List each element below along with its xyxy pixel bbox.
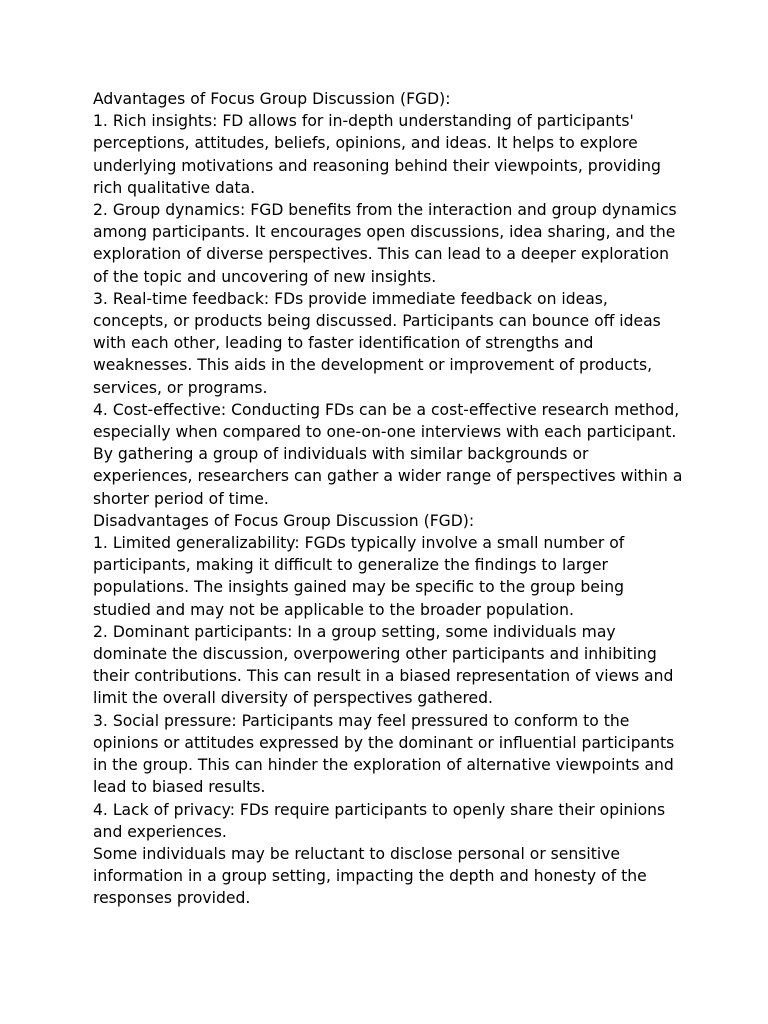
disadvantage-social-pressure: 3. Social pressure: Participants may feel pressured to conform to the opinions or attitudes expressed by the dominant or influential participants in the group. This can hinder the exploration of alternative viewpoints and lead to biased results. — [93, 711, 675, 797]
disadvantage-dominant-participants: 2. Dominant participants: In a group setting, some individuals may dominate the discussion, overpowering other participants and inhibiting their contributions. This can result in a biased representation of views and limit the overall diversity of perspectives gathered. — [93, 622, 674, 708]
advantage-real-time-feedback: 3. Real-time feedback: FDs provide immediate feedback on ideas, concepts, or products being discussed. Participants can bounce off ideas with each other, leading to faster identification of strengths and weaknesses. This aids in the development or improvement of products, services, or programs. — [93, 289, 661, 397]
advantage-cost-effective: 4. Cost-effective: Conducting FDs can be a cost-effective research method, especially when compared to one-on-one interviews with each participant. By gathering a group of individuals with similar backgrounds or experiences, researchers can gather a wider range of perspectives within a shorter period of time. — [93, 400, 683, 508]
disadvantage-lack-of-privacy: 4. Lack of privacy: FDs require participants to openly share their opinions and experiences. — [93, 800, 666, 841]
document-body — [93, 88, 683, 910]
disadvantage-limited-generalizability: 1. Limited generalizability: FGDs typically involve a small number of participants, making it difficult to generalize the findings to larger populations. The insights gained may be specific to the group being studied and may not be applicable to the broader population. — [93, 534, 625, 619]
disadvantages-heading: Disadvantages of Focus Group Discussion (FGD): — [93, 511, 475, 530]
advantage-group-dynamics: 2. Group dynamics: FGD benefits from the interaction and group dynamics among participants. It encourages open discussions, idea sharing, and the exploration of diverse perspectives. This can lead to a deeper exploration of the topic and uncovering of new insights. — [93, 201, 677, 286]
advantage-rich-insights: 1. Rich insights: FD allows for in-depth understanding of participants' perceptions, attitudes, beliefs, opinions, and ideas. It helps to explore underlying motivations and reasoning behind their viewpoints, providing rich qualitative data. — [93, 112, 661, 197]
closing-paragraph: Some individuals may be reluctant to disclose personal or sensitive information in a group setting, impacting the depth and honesty of the responses provided. — [93, 844, 647, 908]
advantages-heading: Advantages of Focus Group Discussion (FGD): — [93, 90, 451, 108]
